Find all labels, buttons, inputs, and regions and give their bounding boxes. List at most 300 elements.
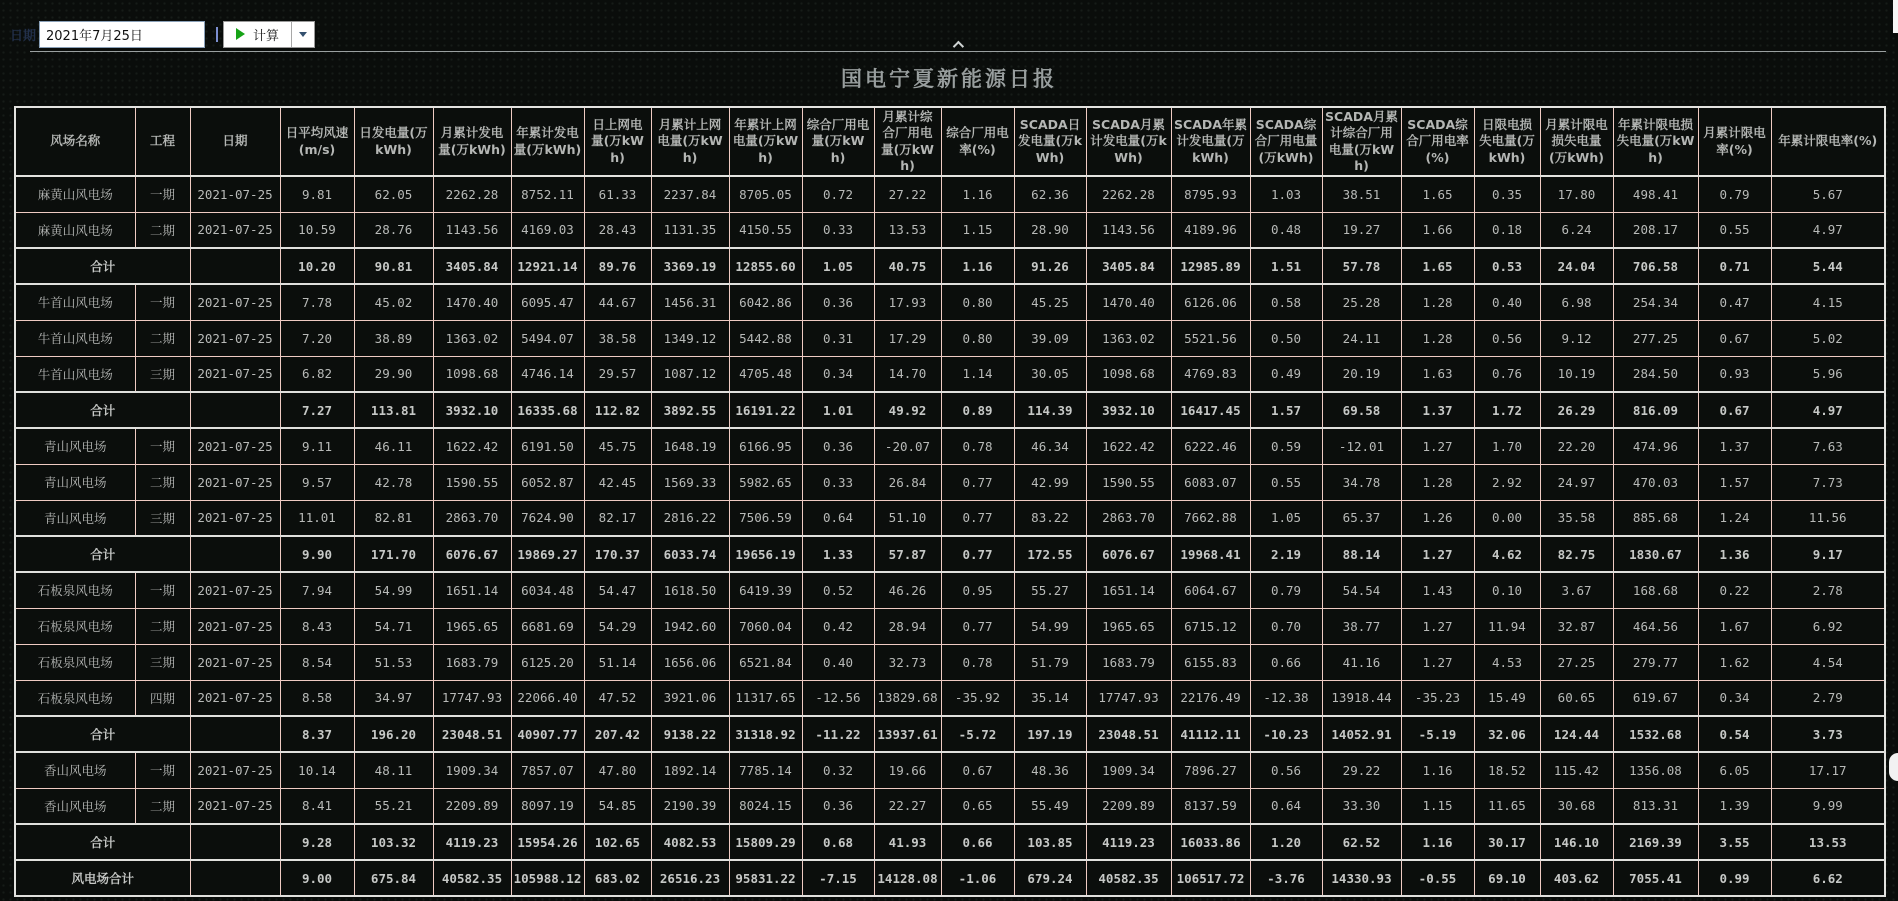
value-cell: 208.17 — [1613, 212, 1698, 248]
phase-cell: 二期 — [135, 464, 190, 500]
value-cell: 4119.23 — [433, 824, 511, 860]
column-header: 月累计限电损失电量(万kWh) — [1540, 107, 1613, 176]
value-cell: 54.54 — [1322, 572, 1401, 608]
header-row — [15, 107, 1885, 176]
value-cell: 1.57 — [1698, 464, 1771, 500]
value-cell: 8705.05 — [729, 176, 802, 212]
value-cell: 0.78 — [941, 644, 1014, 680]
value-cell: 14.70 — [874, 356, 941, 392]
value-cell: 12921.14 — [511, 248, 584, 284]
value-cell: 29.57 — [584, 356, 651, 392]
value-cell: 5442.88 — [729, 320, 802, 356]
value-cell: 14052.91 — [1322, 716, 1401, 752]
column-header: 日期 — [190, 107, 280, 176]
value-cell: 6715.12 — [1171, 608, 1250, 644]
value-cell: 1.51 — [1250, 248, 1322, 284]
value-cell: 15809.29 — [729, 824, 802, 860]
value-cell: 18.52 — [1474, 752, 1540, 788]
value-cell: 2816.22 — [651, 500, 729, 536]
value-cell: 0.34 — [1698, 680, 1771, 716]
value-cell: 9.12 — [1540, 320, 1613, 356]
value-cell: 0.52 — [802, 572, 874, 608]
value-cell: 4189.96 — [1171, 212, 1250, 248]
value-cell: 62.05 — [354, 176, 433, 212]
value-cell: 7785.14 — [729, 752, 802, 788]
value-cell: 10.20 — [280, 248, 354, 284]
farm-name-cell: 青山风电场 — [15, 500, 135, 536]
chevron-down-icon — [299, 32, 307, 37]
calculate-button[interactable] — [224, 22, 291, 47]
farm-name-cell: 青山风电场 — [15, 464, 135, 500]
value-cell: 62.52 — [1322, 824, 1401, 860]
date-cell: 2021-07-25 — [190, 572, 280, 608]
value-cell: 4150.55 — [729, 212, 802, 248]
value-cell: -10.23 — [1250, 716, 1322, 752]
date-cell: 2021-07-25 — [190, 284, 280, 320]
value-cell: 95831.22 — [729, 860, 802, 896]
value-cell: -20.07 — [874, 428, 941, 464]
value-cell: 146.10 — [1540, 824, 1613, 860]
value-cell: 14330.93 — [1322, 860, 1401, 896]
value-cell: 23048.51 — [433, 716, 511, 752]
value-cell: 10.19 — [1540, 356, 1613, 392]
date-cell: 2021-07-25 — [190, 464, 280, 500]
total-label-cell: 合计 — [15, 392, 190, 428]
value-cell: 1.28 — [1401, 320, 1474, 356]
value-cell: 54.47 — [584, 572, 651, 608]
value-cell: 7.78 — [280, 284, 354, 320]
value-cell: 6042.86 — [729, 284, 802, 320]
value-cell: 38.89 — [354, 320, 433, 356]
value-cell: 2262.28 — [1086, 176, 1171, 212]
value-cell: 7.20 — [280, 320, 354, 356]
value-cell: 49.92 — [874, 392, 941, 428]
value-cell: 2863.70 — [433, 500, 511, 536]
value-cell: 51.79 — [1014, 644, 1086, 680]
value-cell: 1.67 — [1698, 608, 1771, 644]
value-cell: -5.19 — [1401, 716, 1474, 752]
value-cell: 2262.28 — [433, 176, 511, 212]
phase-cell: 三期 — [135, 356, 190, 392]
value-cell: 26.84 — [874, 464, 941, 500]
date-cell: 2021-07-25 — [190, 680, 280, 716]
date-cell: 2021-07-25 — [190, 644, 280, 680]
total-label-cell: 合计 — [15, 248, 190, 284]
value-cell: 5.44 — [1771, 248, 1885, 284]
scrollbar-top-segment[interactable] — [1893, 0, 1898, 33]
value-cell: 40582.35 — [1086, 860, 1171, 896]
value-cell: 3921.06 — [651, 680, 729, 716]
value-cell: 9.28 — [280, 824, 354, 860]
value-cell: 6191.50 — [511, 428, 584, 464]
value-cell: 5.02 — [1771, 320, 1885, 356]
date-cell: 2021-07-25 — [190, 788, 280, 824]
value-cell: 474.96 — [1613, 428, 1698, 464]
value-cell: 0.31 — [802, 320, 874, 356]
column-header: 年累计发电量(万kWh) — [511, 107, 584, 176]
value-cell: 0.40 — [802, 644, 874, 680]
value-cell: 4746.14 — [511, 356, 584, 392]
total-row — [15, 860, 1885, 896]
value-cell: 171.70 — [354, 536, 433, 572]
value-cell: 1.16 — [1401, 752, 1474, 788]
farm-name-cell: 香山风电场 — [15, 788, 135, 824]
value-cell: 2209.89 — [433, 788, 511, 824]
value-cell: 13.53 — [874, 212, 941, 248]
column-header: 年累计限电损失电量(万kWh) — [1613, 107, 1698, 176]
value-cell: 3405.84 — [1086, 248, 1171, 284]
value-cell: 6.24 — [1540, 212, 1613, 248]
value-cell: 2209.89 — [1086, 788, 1171, 824]
value-cell: 0.64 — [1250, 788, 1322, 824]
value-cell: 7857.07 — [511, 752, 584, 788]
total-label-cell: 合计 — [15, 824, 190, 860]
value-cell: 42.45 — [584, 464, 651, 500]
date-cell: 2021-07-25 — [190, 356, 280, 392]
value-cell: 19.66 — [874, 752, 941, 788]
value-cell: 1.43 — [1401, 572, 1474, 608]
value-cell: 28.76 — [354, 212, 433, 248]
value-cell: 41.93 — [874, 824, 941, 860]
value-cell: 7.63 — [1771, 428, 1885, 464]
value-cell: 15954.26 — [511, 824, 584, 860]
value-cell: 22066.40 — [511, 680, 584, 716]
value-cell: -35.92 — [941, 680, 1014, 716]
value-cell: 0.72 — [802, 176, 874, 212]
value-cell: 196.20 — [354, 716, 433, 752]
column-header: SCADA日发电量(万kWh) — [1014, 107, 1086, 176]
value-cell: 124.44 — [1540, 716, 1613, 752]
value-cell: 9.00 — [280, 860, 354, 896]
value-cell: 8752.11 — [511, 176, 584, 212]
value-cell: 4.54 — [1771, 644, 1885, 680]
column-header: 日发电量(万kWh) — [354, 107, 433, 176]
value-cell: 28.90 — [1014, 212, 1086, 248]
value-cell: 172.55 — [1014, 536, 1086, 572]
value-cell: 8097.19 — [511, 788, 584, 824]
value-cell: 54.99 — [1014, 608, 1086, 644]
value-cell: 19656.19 — [729, 536, 802, 572]
value-cell: 13829.68 — [874, 680, 941, 716]
value-cell: 0.78 — [941, 428, 1014, 464]
value-cell: 0.66 — [1250, 644, 1322, 680]
table-row — [15, 680, 1885, 716]
value-cell: 1.39 — [1698, 788, 1771, 824]
value-cell: 10.14 — [280, 752, 354, 788]
value-cell: 13.53 — [1771, 824, 1885, 860]
value-cell: -12.56 — [802, 680, 874, 716]
value-cell: 1622.42 — [433, 428, 511, 464]
value-cell: 16191.22 — [729, 392, 802, 428]
value-cell: 19.27 — [1322, 212, 1401, 248]
table-row — [15, 356, 1885, 392]
phase-cell: 四期 — [135, 680, 190, 716]
value-cell: 0.80 — [941, 284, 1014, 320]
value-cell: 1.05 — [1250, 500, 1322, 536]
farm-name-cell: 石板泉风电场 — [15, 572, 135, 608]
table-row — [15, 500, 1885, 536]
value-cell: 82.75 — [1540, 536, 1613, 572]
value-cell: 12985.89 — [1171, 248, 1250, 284]
value-cell: 1892.14 — [651, 752, 729, 788]
value-cell: 9.11 — [280, 428, 354, 464]
value-cell: 54.99 — [354, 572, 433, 608]
value-cell: 39.09 — [1014, 320, 1086, 356]
value-cell: 3369.19 — [651, 248, 729, 284]
value-cell: 2863.70 — [1086, 500, 1171, 536]
column-header: SCADA月累计综合厂用电量(万kWh) — [1322, 107, 1401, 176]
value-cell: 4.97 — [1771, 212, 1885, 248]
value-cell: 82.17 — [584, 500, 651, 536]
phase-cell: 一期 — [135, 572, 190, 608]
date-cell — [190, 248, 280, 284]
value-cell: 29.90 — [354, 356, 433, 392]
value-cell: 1942.60 — [651, 608, 729, 644]
value-cell: 0.50 — [1250, 320, 1322, 356]
value-cell: 30.17 — [1474, 824, 1540, 860]
column-header: 年累计上网电量(万kWh) — [729, 107, 802, 176]
farm-name-cell: 石板泉风电场 — [15, 608, 135, 644]
value-cell: 464.56 — [1613, 608, 1698, 644]
value-cell: 4082.53 — [651, 824, 729, 860]
page-title: 国电宁夏新能源日报 — [841, 67, 1057, 91]
value-cell: 0.54 — [1698, 716, 1771, 752]
value-cell: 29.22 — [1322, 752, 1401, 788]
value-cell: 1363.02 — [433, 320, 511, 356]
value-cell: 41112.11 — [1171, 716, 1250, 752]
value-cell: 0.36 — [802, 428, 874, 464]
column-header: 工程 — [135, 107, 190, 176]
table-row — [15, 284, 1885, 320]
value-cell: 9.57 — [280, 464, 354, 500]
value-cell: 46.34 — [1014, 428, 1086, 464]
value-cell: 91.26 — [1014, 248, 1086, 284]
value-cell: 0.48 — [1250, 212, 1322, 248]
value-cell: 3.73 — [1771, 716, 1885, 752]
value-cell: 42.99 — [1014, 464, 1086, 500]
value-cell: 6.92 — [1771, 608, 1885, 644]
value-cell: 6.05 — [1698, 752, 1771, 788]
value-cell: 5521.56 — [1171, 320, 1250, 356]
value-cell: 11.01 — [280, 500, 354, 536]
value-cell: 0.22 — [1698, 572, 1771, 608]
value-cell: 6681.69 — [511, 608, 584, 644]
table-row — [15, 212, 1885, 248]
value-cell: 2.92 — [1474, 464, 1540, 500]
value-cell: 5.67 — [1771, 176, 1885, 212]
value-cell: 88.14 — [1322, 536, 1401, 572]
calendar-icon[interactable] — [216, 27, 218, 42]
value-cell: 27.22 — [874, 176, 941, 212]
value-cell: 20.19 — [1322, 356, 1401, 392]
value-cell: 7.94 — [280, 572, 354, 608]
value-cell: 1363.02 — [1086, 320, 1171, 356]
value-cell: 1683.79 — [433, 644, 511, 680]
toolbar — [10, 20, 315, 48]
value-cell: 62.36 — [1014, 176, 1086, 212]
value-cell: 1.26 — [1401, 500, 1474, 536]
value-cell: 0.95 — [941, 572, 1014, 608]
value-cell: 34.78 — [1322, 464, 1401, 500]
value-cell: 3932.10 — [1086, 392, 1171, 428]
value-cell: 40907.77 — [511, 716, 584, 752]
value-cell: 8.37 — [280, 716, 354, 752]
value-cell: 8.54 — [280, 644, 354, 680]
value-cell: 0.79 — [1250, 572, 1322, 608]
value-cell: 1143.56 — [433, 212, 511, 248]
value-cell: 16335.68 — [511, 392, 584, 428]
value-cell: 1.15 — [1401, 788, 1474, 824]
value-cell: 675.84 — [354, 860, 433, 896]
value-cell: 54.85 — [584, 788, 651, 824]
value-cell: 4169.03 — [511, 212, 584, 248]
value-cell: 47.80 — [584, 752, 651, 788]
value-cell: 0.77 — [941, 500, 1014, 536]
value-cell: 470.03 — [1613, 464, 1698, 500]
report-table — [14, 106, 1886, 897]
value-cell: 9138.22 — [651, 716, 729, 752]
date-cell: 2021-07-25 — [190, 428, 280, 464]
column-header: 月累计发电量(万kWh) — [433, 107, 511, 176]
value-cell: 0.67 — [941, 752, 1014, 788]
value-cell: 0.79 — [1698, 176, 1771, 212]
value-cell: 45.75 — [584, 428, 651, 464]
value-cell: 1.28 — [1401, 284, 1474, 320]
value-cell: 683.02 — [584, 860, 651, 896]
table-row — [15, 572, 1885, 608]
value-cell: 5.96 — [1771, 356, 1885, 392]
value-cell: 0.77 — [941, 608, 1014, 644]
value-cell: 7506.59 — [729, 500, 802, 536]
value-cell: 1532.68 — [1613, 716, 1698, 752]
calculate-dropdown-button[interactable] — [291, 22, 314, 47]
date-cell — [190, 824, 280, 860]
date-input[interactable] — [40, 22, 216, 47]
value-cell: 1656.06 — [651, 644, 729, 680]
value-cell: 1356.08 — [1613, 752, 1698, 788]
value-cell: 113.81 — [354, 392, 433, 428]
value-cell: 28.94 — [874, 608, 941, 644]
value-cell: 102.65 — [584, 824, 651, 860]
column-header: SCADA综合厂用电率(%) — [1401, 107, 1474, 176]
value-cell: 2.78 — [1771, 572, 1885, 608]
value-cell: 2.79 — [1771, 680, 1885, 716]
value-cell: 0.59 — [1250, 428, 1322, 464]
value-cell: 1965.65 — [433, 608, 511, 644]
value-cell: 4.97 — [1771, 392, 1885, 428]
value-cell: 24.11 — [1322, 320, 1401, 356]
date-cell: 2021-07-25 — [190, 176, 280, 212]
value-cell: 1.27 — [1401, 644, 1474, 680]
value-cell: 0.36 — [802, 788, 874, 824]
value-cell: 0.67 — [1698, 392, 1771, 428]
value-cell: 4.62 — [1474, 536, 1540, 572]
value-cell: -11.22 — [802, 716, 874, 752]
value-cell: 6076.67 — [433, 536, 511, 572]
value-cell: 8.43 — [280, 608, 354, 644]
value-cell: 2.19 — [1250, 536, 1322, 572]
value-cell: 1622.42 — [1086, 428, 1171, 464]
value-cell: -1.06 — [941, 860, 1014, 896]
column-header: 年累计限电率(%) — [1771, 107, 1885, 176]
value-cell: 55.21 — [354, 788, 433, 824]
value-cell: 40582.35 — [433, 860, 511, 896]
scrollbar-thumb[interactable] — [1889, 753, 1898, 781]
value-cell: 403.62 — [1540, 860, 1613, 896]
value-cell: 284.50 — [1613, 356, 1698, 392]
value-cell: 7.27 — [280, 392, 354, 428]
value-cell: 32.87 — [1540, 608, 1613, 644]
value-cell: 17.17 — [1771, 752, 1885, 788]
collapse-panel-button[interactable] — [944, 38, 970, 51]
value-cell: 12855.60 — [729, 248, 802, 284]
value-cell: 11.94 — [1474, 608, 1540, 644]
value-cell: 279.77 — [1613, 644, 1698, 680]
chevron-up-icon — [953, 40, 964, 51]
value-cell: 0.77 — [941, 464, 1014, 500]
value-cell: 0.56 — [1250, 752, 1322, 788]
value-cell: 1.36 — [1698, 536, 1771, 572]
value-cell: 0.18 — [1474, 212, 1540, 248]
value-cell: 61.33 — [584, 176, 651, 212]
value-cell: 19869.27 — [511, 536, 584, 572]
phase-cell: 一期 — [135, 176, 190, 212]
column-header: SCADA综合厂用电量(万kWh) — [1250, 107, 1322, 176]
value-cell: -3.76 — [1250, 860, 1322, 896]
value-cell: 1648.19 — [651, 428, 729, 464]
value-cell: 1965.65 — [1086, 608, 1171, 644]
calculate-button-label: 计算 — [253, 28, 280, 44]
value-cell: 1456.31 — [651, 284, 729, 320]
farm-name-cell: 石板泉风电场 — [15, 644, 135, 680]
value-cell: 44.67 — [584, 284, 651, 320]
column-header: 日平均风速(m/s) — [280, 107, 354, 176]
value-cell: 0.10 — [1474, 572, 1540, 608]
date-cell — [190, 392, 280, 428]
value-cell: 8024.15 — [729, 788, 802, 824]
value-cell: 1098.68 — [1086, 356, 1171, 392]
value-cell: 816.09 — [1613, 392, 1698, 428]
value-cell: 35.58 — [1540, 500, 1613, 536]
value-cell: 1143.56 — [1086, 212, 1171, 248]
value-cell: 32.06 — [1474, 716, 1540, 752]
value-cell: 0.66 — [941, 824, 1014, 860]
value-cell: 0.33 — [802, 464, 874, 500]
value-cell: 26.29 — [1540, 392, 1613, 428]
value-cell: 1.03 — [1250, 176, 1322, 212]
value-cell: 42.78 — [354, 464, 433, 500]
date-picker[interactable] — [39, 21, 205, 48]
value-cell: 106517.72 — [1171, 860, 1250, 896]
value-cell: 1830.67 — [1613, 536, 1698, 572]
total-label-cell: 风电场合计 — [15, 860, 190, 896]
value-cell: 8.58 — [280, 680, 354, 716]
value-cell: 34.97 — [354, 680, 433, 716]
value-cell: 1.66 — [1401, 212, 1474, 248]
value-cell: 498.41 — [1613, 176, 1698, 212]
value-cell: 7896.27 — [1171, 752, 1250, 788]
value-cell: 1.27 — [1401, 536, 1474, 572]
value-cell: 7060.04 — [729, 608, 802, 644]
value-cell: 0.58 — [1250, 284, 1322, 320]
value-cell: 207.42 — [584, 716, 651, 752]
value-cell: 57.87 — [874, 536, 941, 572]
value-cell: 0.76 — [1474, 356, 1540, 392]
value-cell: 89.76 — [584, 248, 651, 284]
value-cell: 6034.48 — [511, 572, 584, 608]
value-cell: 0.53 — [1474, 248, 1540, 284]
value-cell: 16033.86 — [1171, 824, 1250, 860]
